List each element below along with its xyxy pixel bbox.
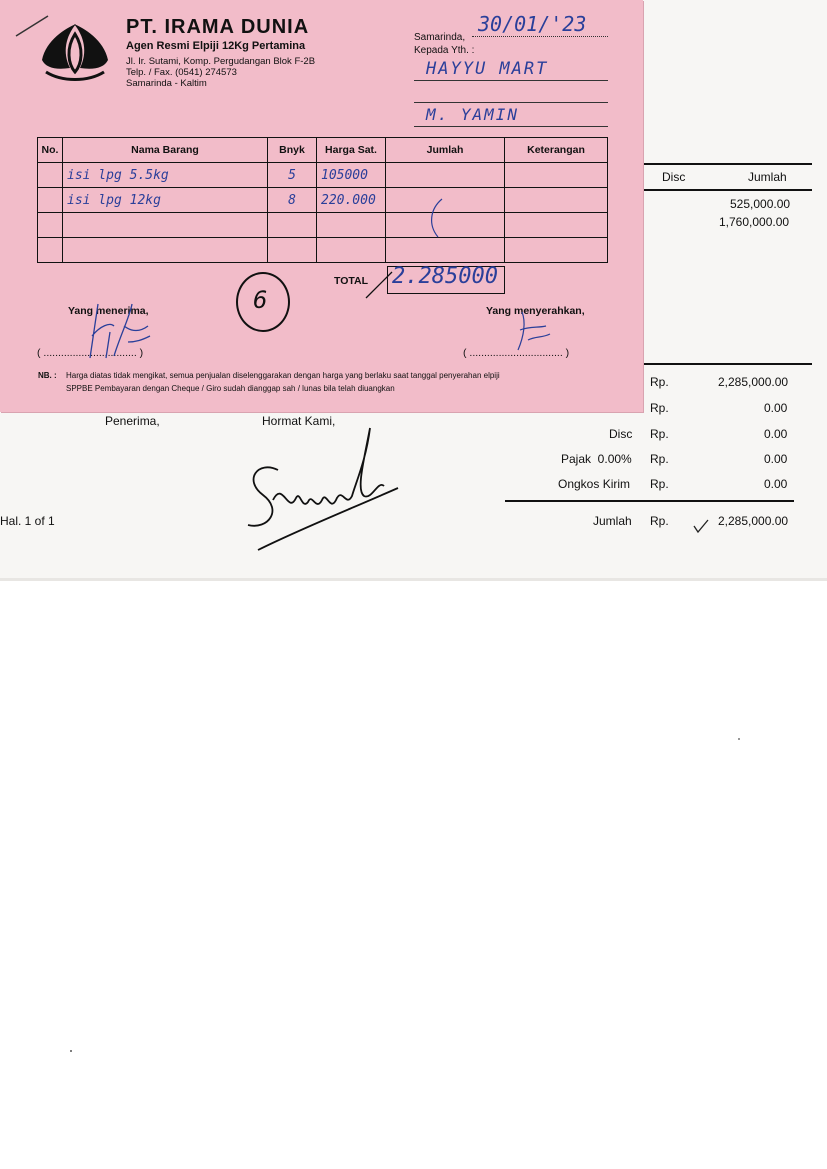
summary-row-1-cur: Rp. <box>650 375 669 389</box>
company-name: PT. IRAMA DUNIA <box>126 16 310 38</box>
scan-speck <box>738 738 740 740</box>
to-line-1 <box>414 80 608 81</box>
corner-mark <box>14 14 50 38</box>
cell-bnyk <box>268 213 317 238</box>
cell-nama-barang <box>63 213 268 238</box>
receiver-label: Yang menerima, <box>68 305 149 317</box>
cell-no <box>38 213 63 238</box>
cell-no <box>38 188 63 213</box>
grand-total-cur: Rp. <box>650 514 669 528</box>
cell-jumlah <box>386 238 505 263</box>
cell-nama-barang: isi lpg 5.5kg <box>63 163 268 188</box>
invoice-amount-2: 1,760,000.00 <box>719 215 790 229</box>
cell-bnyk: 8 <box>268 188 317 213</box>
col-keterangan: Keterangan <box>505 138 608 163</box>
receiver-name-line: ( ................................ ) <box>37 347 144 359</box>
col-jumlah: Jumlah <box>386 138 505 163</box>
invoice-header-rule <box>643 189 812 191</box>
invoice-top-rule <box>643 163 812 165</box>
cell-harga-sat <box>317 213 386 238</box>
cell-keterangan <box>505 238 608 263</box>
total-label: TOTAL <box>334 275 369 287</box>
cell-bnyk <box>268 238 317 263</box>
company-address: Jl. Ir. Sutami, Komp. Pergudangan Blok F-2B <box>126 56 316 67</box>
to-line-2 <box>414 102 608 103</box>
summary-row-2-cur: Rp. <box>650 401 669 415</box>
cell-keterangan <box>505 213 608 238</box>
total-slash <box>364 270 394 300</box>
company-phone: Telp. / Fax. (0541) 274573 <box>126 67 237 78</box>
date-line <box>472 36 608 37</box>
table-header-row <box>38 138 608 163</box>
table-row <box>38 188 608 213</box>
table-row <box>38 238 608 263</box>
invoice-body-rule <box>643 363 812 365</box>
company-city: Samarinda - Kaltim <box>126 78 207 89</box>
summary-ongkos-label: Ongkos Kirim <box>558 477 631 491</box>
col-harga-sat: Harga Sat. <box>317 138 386 163</box>
summary-disc-label: Disc <box>609 427 633 441</box>
cell-harga-sat: 220.000 <box>317 188 386 213</box>
summary-pajak-cur: Rp. <box>650 452 669 466</box>
to-label: Kepada Yth. : <box>414 45 475 56</box>
check-mark-icon <box>692 518 710 534</box>
cell-no <box>38 163 63 188</box>
date-handwritten: 30/01/'23 <box>478 12 587 36</box>
summary-ongkos-cur: Rp. <box>650 477 669 491</box>
cell-harga-sat <box>317 238 386 263</box>
summary-disc-value: 0.00 <box>764 427 788 441</box>
table-row <box>38 213 608 238</box>
summary-row-2-value: 0.00 <box>764 401 788 415</box>
giver-signature <box>508 306 558 358</box>
cell-bnyk: 5 <box>268 163 317 188</box>
summary-rule <box>505 500 794 502</box>
cell-keterangan <box>505 188 608 213</box>
to-line-3 <box>414 126 608 127</box>
summary-pajak-label: Pajak 0.00% <box>561 452 632 466</box>
summary-row-1-value: 2,285,000.00 <box>718 375 789 389</box>
note-prefix: NB. : <box>38 371 57 380</box>
note-line-1: Harga diatas tidak mengikat, semua penjualan diselenggarakan dengan harga yang berlaku saat tanggal penyerahan elpiji <box>66 371 500 380</box>
place-label: Samarinda, <box>414 32 466 43</box>
company-tagline: Agen Resmi Elpiji 12Kg Pertamina <box>126 40 306 52</box>
cell-keterangan <box>505 163 608 188</box>
paper-edge <box>0 578 827 581</box>
col-nama-barang: Nama Barang <box>63 138 268 163</box>
giver-name-line: ( ................................ ) <box>463 347 570 359</box>
to-line-1-text: HAYYU MART <box>426 59 549 79</box>
cell-nama-barang <box>63 238 268 263</box>
note-line-2: SPPBE Pembayaran dengan Cheque / Giro sudah dianggap sah / lunas bila telah diuangkan <box>66 384 395 393</box>
table-row <box>38 163 608 188</box>
pink-receipt <box>0 0 643 412</box>
invoice-col-jumlah: Jumlah <box>748 170 787 184</box>
cell-nama-barang: isi lpg 12kg <box>63 188 268 213</box>
invoice-amount-1: 525,000.00 <box>730 197 791 211</box>
giver-label: Yang menyerahkan, <box>486 305 585 317</box>
col-no: No. <box>38 138 63 163</box>
summary-disc-cur: Rp. <box>650 427 669 441</box>
invoice-col-disc: Disc <box>662 170 686 184</box>
grand-total-label: Jumlah <box>593 514 632 528</box>
summary-ongkos-value: 0.00 <box>764 477 788 491</box>
cell-no <box>38 238 63 263</box>
col-bnyk: Bnyk <box>268 138 317 163</box>
handwritten-stroke <box>420 195 450 241</box>
invoice-hormat-label: Hormat Kami, <box>262 414 336 428</box>
scan-speck <box>70 1050 72 1052</box>
cell-jumlah <box>386 163 505 188</box>
receiver-signature <box>80 296 180 366</box>
total-handwritten: 2.285000 <box>392 264 498 289</box>
to-line-2-text: M. YAMIN <box>426 105 520 124</box>
summary-pajak-value: 0.00 <box>764 452 788 466</box>
cell-harga-sat: 105000 <box>317 163 386 188</box>
invoice-penerima-label: Penerima, <box>105 414 160 428</box>
grand-total-value: 2,285,000.00 <box>718 514 789 528</box>
page-indicator: Hal. 1 of 1 <box>0 514 55 528</box>
hormat-signature <box>238 420 408 560</box>
items-table <box>37 137 608 263</box>
circled-number: 6 <box>253 286 268 314</box>
